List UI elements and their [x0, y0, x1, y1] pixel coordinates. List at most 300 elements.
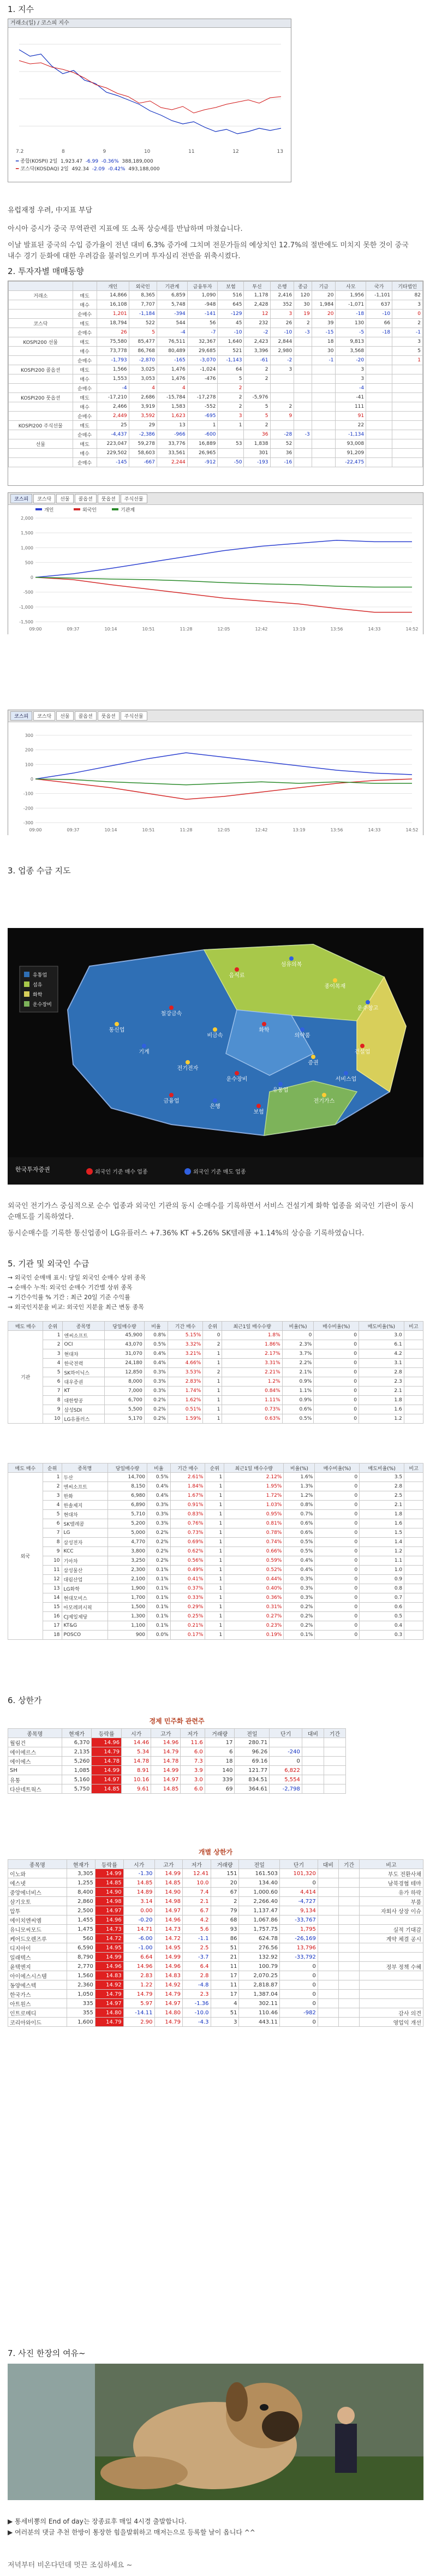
table-cell: 2,500 [67, 1906, 95, 1915]
table-cell: 2.2% [282, 1359, 314, 1368]
table-cell: 364.61 [235, 1784, 270, 1794]
table-cell: -141 [187, 310, 218, 319]
table-row[interactable] [8, 1878, 423, 1888]
table-cell: 0.4% [147, 1491, 171, 1501]
table-cell [312, 430, 336, 439]
table-row[interactable] [8, 1897, 423, 1906]
table-cell: 51 [211, 1943, 239, 1953]
table-cell: -41 [336, 393, 366, 402]
table-cell: 2,980 [270, 347, 294, 356]
map-region-label: 화학 [259, 1027, 270, 1033]
table-cell: 6.1 [359, 1340, 404, 1349]
table-cell: 25 [97, 421, 129, 430]
table-cell: 544 [157, 319, 188, 328]
table-row[interactable] [8, 1757, 346, 1766]
table-cell: 4 [157, 384, 188, 393]
row-group: 외국 [8, 1473, 43, 1640]
table-header: 당일매수량 [108, 1463, 147, 1473]
table-cell: -1.1 [183, 1934, 211, 1943]
table-cell: 10.0 [183, 1878, 211, 1888]
table-row [9, 347, 423, 356]
table-cell [366, 393, 392, 402]
table-row [9, 319, 423, 328]
table-cell [404, 1368, 423, 1377]
stock-name[interactable]: 한국가스 [8, 1990, 67, 1999]
table-cell: 1.22 [123, 1980, 154, 1990]
table-cell: 130 [336, 319, 366, 328]
table-cell [404, 1510, 423, 1519]
table-header: 당일매수량 [105, 1322, 145, 1331]
stock-name[interactable]: 유통 [8, 1775, 62, 1784]
table-header: 고가 [154, 1860, 183, 1869]
table-cell: 5 [43, 1368, 62, 1377]
market-tabs [8, 493, 423, 505]
market-tab[interactable]: 주식선물 [121, 711, 147, 721]
table-row[interactable] [8, 1971, 423, 1980]
row-label: 매도 [73, 421, 97, 430]
table-cell [404, 1340, 423, 1349]
table-cell: 96.26 [235, 1747, 270, 1757]
table-cell: -10 [218, 328, 244, 337]
table-cell [404, 1547, 423, 1556]
table-cell: 3.53% [168, 1368, 202, 1377]
table-cell [338, 1943, 359, 1953]
table-cell: -1 [312, 356, 336, 365]
table-cell: -16 [270, 458, 294, 467]
table-cell [359, 1980, 423, 1990]
table-cell: 0 [315, 1501, 360, 1510]
table-row [9, 458, 423, 467]
table-row [9, 421, 423, 430]
table-cell: 16,889 [187, 439, 218, 449]
stock-name[interactable]: 이노와 [8, 1869, 67, 1878]
table-cell: 22 [336, 421, 366, 430]
table-cell: 14.72 [154, 1934, 183, 1943]
table-cell: 0 [279, 1980, 318, 1990]
map-marker [169, 1093, 174, 1097]
table-cell: 14.95 [154, 1943, 183, 1953]
table-cell: 0.19% [224, 1631, 284, 1640]
stock-name[interactable]: 유니모씨모드 [8, 1925, 67, 1934]
table-header: 사모 [336, 282, 366, 291]
table-cell: 2.8 [360, 1482, 404, 1491]
table-cell: 0.69% [170, 1538, 205, 1547]
table-cell: 대우증권 [62, 1377, 105, 1387]
table-cell: 1,476 [157, 374, 188, 384]
table-cell: 67 [211, 1888, 239, 1897]
body-text: 외국인 전기가스 중심적으로 순수 업종과 외국인 기관의 동시 순매수를 기록하면서 서비스 건설기계 화학 업종을 외국인 기관이 동시 순매도를 기록하였다. [8, 1202, 414, 1221]
market-tab[interactable]: 코스닥 [33, 494, 55, 503]
market-tab[interactable]: 풋옵션 [98, 494, 120, 503]
table-row [9, 384, 423, 393]
table-cell: 1.8 [359, 1396, 404, 1405]
table-row[interactable] [8, 1999, 423, 2008]
table-cell: 1,000.60 [239, 1888, 279, 1897]
row-label: 매도 [73, 439, 97, 449]
table-cell: 91,209 [336, 449, 366, 458]
table-row[interactable] [8, 1766, 346, 1775]
table-cell: 14.99 [95, 1953, 123, 1962]
table-cell: 1.1% [282, 1387, 314, 1396]
row-label: 매도 [73, 393, 97, 402]
stock-name[interactable]: 월림건 [8, 1738, 62, 1747]
note-line: → 순매수 누적: 외국인 순매수 기간별 상위 종목 [8, 1284, 133, 1291]
table-cell: 6,590 [67, 1943, 95, 1953]
market-tab[interactable]: 풋옵션 [98, 711, 120, 721]
table-cell: 14.79 [95, 1990, 123, 1999]
table-cell: 6 [43, 1519, 62, 1528]
bullet-line: ▶ 통세비뽕의 End of day는 장종료후 매일 4시경 출발합니다. [8, 2518, 187, 2525]
table-cell [366, 337, 392, 347]
table-cell: 0.3% [147, 1510, 171, 1519]
table-cell: -165 [157, 356, 188, 365]
table-cell: 0.8 [360, 1584, 404, 1593]
y-tick-label: 200 [25, 747, 33, 753]
table-cell [312, 458, 336, 467]
stock-name[interactable]: 디지아이 [8, 1943, 67, 1953]
table-header: 매도 매수 [8, 1322, 43, 1331]
table-cell: 0.1% [147, 1612, 171, 1621]
stock-name[interactable]: 동양에스텍 [8, 1980, 67, 1990]
table-cell: 0.1% [147, 1603, 171, 1612]
market-tab[interactable]: 코스피 [10, 711, 32, 721]
table-cell [404, 1593, 423, 1603]
table-cell: 14.78 [92, 1757, 122, 1766]
table-cell: 0.73% [170, 1528, 205, 1538]
note-line: → 기간수익률 % 기간 : 최근 20일 기준 수익률 [8, 1294, 130, 1301]
table-cell: 2 [43, 1340, 62, 1349]
table-cell [338, 1953, 359, 1962]
table-cell: 2.83 [123, 1971, 154, 1980]
table-cell: KT&G [62, 1621, 108, 1631]
map-marker [256, 1104, 261, 1108]
table-cell: 1.6% [284, 1473, 315, 1482]
map-marker [333, 978, 337, 983]
body-text: 이날 발표된 중국의 수입 증가율이 전년 대비 6.3% 증가에 그치며 전문가들의 예상치인 12.7%의 절반에도 미치지 못한 것이 중국 내수 경기 둔화에 대한 우려감을 불러일으키며 투자심리 전반을 위축시켰다. [8, 241, 409, 260]
market-tab[interactable]: 코스피 [10, 494, 32, 503]
table-cell: -1,184 [129, 310, 157, 319]
market-tab[interactable]: 코스닥 [33, 711, 55, 721]
table-cell: 기아차 [62, 1556, 108, 1566]
table-row[interactable] [8, 1980, 423, 1990]
x-tick-label: 11:28 [180, 627, 193, 632]
table-cell: 4.2 [359, 1349, 404, 1359]
table-cell: 1 [205, 1519, 224, 1528]
table-cell: 1 [205, 1482, 224, 1491]
table-cell: 39 [312, 319, 336, 328]
table-cell [404, 1528, 423, 1538]
table-cell [294, 458, 312, 467]
row-group: 거래소 [9, 291, 73, 300]
table-cell: 2,100 [108, 1575, 147, 1584]
table-cell: 2 [218, 402, 244, 412]
table-cell [366, 421, 392, 430]
table-cell: 0.2% [284, 1621, 315, 1631]
table-cell: 0 [315, 1556, 360, 1566]
table-cell: 부품 [359, 1897, 423, 1906]
table-row[interactable] [8, 2008, 423, 2018]
table-cell [324, 1775, 345, 1784]
market-tab[interactable]: 선물 [56, 711, 73, 721]
table-cell: 1 [205, 1501, 224, 1510]
table-cell: 4,414 [279, 1888, 318, 1897]
table-cell: 14.96 [151, 1738, 181, 1747]
photo-illustration [8, 2364, 423, 2500]
table-cell [359, 1915, 423, 1925]
table-header: 비고 [404, 1463, 423, 1473]
table-cell: 1,984 [312, 300, 336, 310]
table-row[interactable] [8, 1934, 423, 1943]
stock-name[interactable]: 에이치엔씨엠 [8, 1915, 67, 1925]
table-cell: 1,476 [157, 365, 188, 374]
row-group [9, 347, 73, 356]
table-cell: -4.8 [183, 1980, 211, 1990]
table-cell: 0.40% [224, 1584, 284, 1593]
table-cell: 20 [211, 1878, 239, 1888]
stock-name[interactable]: 인트로메디 [8, 2008, 67, 2018]
table-cell: 26,965 [187, 449, 218, 458]
table-header: 비율 [144, 1322, 168, 1331]
table-cell: 14.98 [154, 1897, 183, 1906]
theme-upper-limit-table [8, 1728, 346, 1794]
table-cell: 17 [43, 1621, 62, 1631]
section-3-title: 3. 업종 수급 지도 [8, 866, 71, 876]
section-6-title: 6. 상한가 [8, 1695, 42, 1705]
investor-table-window [8, 281, 423, 486]
table-cell: 101,320 [279, 1869, 318, 1878]
table-cell: -10.0 [183, 2008, 211, 2018]
table-cell: 2.3 [183, 1990, 211, 1999]
table-cell: 한화 [62, 1491, 108, 1501]
section-1-title: 1. 지수 [8, 4, 34, 14]
market-tab[interactable]: 주식선물 [121, 494, 147, 503]
table-cell: 0.3% [147, 1501, 171, 1510]
stock-name[interactable]: 에스넷 [8, 1878, 67, 1888]
table-row [9, 393, 423, 402]
table-cell: 14.46 [122, 1738, 151, 1747]
table-row [9, 337, 423, 347]
table-row[interactable] [8, 1738, 346, 1747]
table-cell: -966 [157, 430, 188, 439]
table-cell [392, 384, 423, 393]
table-cell: 1 [203, 1359, 222, 1368]
table-cell: 13 [157, 421, 188, 430]
table-cell: 0 [203, 1331, 222, 1340]
table-row[interactable] [8, 1943, 423, 1953]
table-cell: 6.0 [181, 1784, 205, 1794]
table-cell: 1.2 [360, 1547, 404, 1556]
table-cell: 14.99 [154, 1869, 183, 1878]
table-header: 저가 [183, 1860, 211, 1869]
inst-table-wrap [8, 1463, 423, 1640]
table-cell: 3.0 [181, 1775, 205, 1784]
table-cell [312, 449, 336, 458]
table-cell: 14.97 [95, 1906, 123, 1915]
table-row[interactable] [8, 1888, 423, 1897]
table-cell: 0 [315, 1575, 360, 1584]
table-row[interactable] [8, 1925, 423, 1934]
stock-name[interactable]: 아트원스 [8, 1999, 67, 2008]
legend-row: ━ 종합(KOSPI) 2일 1,923.47 -6.99 -0.36% 388,189,000 [16, 159, 153, 164]
stock-name[interactable]: 코리아와이드 [8, 2018, 67, 2027]
chart-ticks [8, 149, 291, 156]
table-cell: 79 [211, 1906, 239, 1915]
table-row[interactable] [8, 1747, 346, 1757]
table-cell: 14.96 [95, 1962, 123, 1971]
table-cell [294, 347, 312, 356]
legend-label: 개인 [44, 508, 54, 513]
table-row [8, 1349, 423, 1359]
table-cell [366, 365, 392, 374]
table-row[interactable] [8, 1775, 346, 1784]
stock-name[interactable]: 윤택엔지 [8, 1962, 67, 1971]
table-cell: 14.96 [154, 1962, 183, 1971]
stock-name[interactable]: 압투 [8, 1906, 67, 1915]
table-row[interactable] [8, 1962, 423, 1971]
table-cell: 2 [218, 384, 244, 393]
table-cell: 0.1% [147, 1584, 171, 1593]
table-cell: 1,795 [279, 1925, 318, 1934]
table-cell: 0 [392, 310, 423, 319]
table-cell [392, 439, 423, 449]
table-row[interactable] [8, 1869, 423, 1878]
map-marker [278, 1082, 283, 1086]
table-row[interactable] [8, 1990, 423, 1999]
table-header: 기타법인 [392, 282, 423, 291]
table-cell [318, 2018, 338, 2027]
x-tick-label: 10:14 [104, 627, 117, 632]
table-row [8, 1603, 423, 1612]
table-cell: 14 [43, 1593, 62, 1603]
table-row [8, 1621, 423, 1631]
table-cell: 0.4 [360, 1621, 404, 1631]
stock-name[interactable]: 중앙에너비스 [8, 1888, 67, 1897]
stock-name[interactable]: 아이에스시스템 [8, 1971, 67, 1980]
table-cell: 1,757.75 [239, 1925, 279, 1934]
table-cell [404, 1405, 423, 1414]
table-cell: 0.3% [284, 1584, 315, 1593]
table-cell [404, 1556, 423, 1566]
table-cell: 3,305 [67, 1869, 95, 1878]
table-cell: 3,592 [129, 412, 157, 421]
table-cell: -695 [187, 412, 218, 421]
table-cell: 29,685 [187, 347, 218, 356]
table-cell: 1,067.86 [239, 1915, 279, 1925]
table-cell: 301 [244, 449, 270, 458]
table-cell: 14.97 [151, 1775, 181, 1784]
table-cell: 엔씨소프트 [62, 1482, 108, 1491]
map-region-label: 비금속 [207, 1033, 223, 1039]
table-row[interactable] [8, 1915, 423, 1925]
table-cell: 2 [203, 1368, 222, 1377]
table-cell: 0 [279, 1971, 318, 1980]
table-cell: -1,143 [218, 356, 244, 365]
table-cell: 6 [205, 1747, 235, 1757]
table-cell: 5 [392, 347, 423, 356]
row-group: KOSPI200 주식선물 [9, 421, 73, 430]
stock-name[interactable]: 케어드오렌즈루 [8, 1934, 67, 1943]
x-tick-label: 12:05 [217, 828, 230, 832]
stock-name[interactable]: 에이에르스 [8, 1747, 62, 1757]
table-cell [318, 1999, 338, 2008]
table-cell: 20 [312, 291, 336, 300]
table-cell: 4 [43, 1359, 62, 1368]
stock-name[interactable]: 다산네트웍스 [8, 1784, 62, 1794]
table-cell: -600 [187, 430, 218, 439]
table-cell: 0 [315, 1621, 360, 1631]
row-group [9, 356, 73, 365]
map-region-label: 유통업 [272, 1087, 289, 1093]
market-tab[interactable]: 콜옵션 [75, 711, 97, 721]
table-cell: 0 [315, 1566, 360, 1575]
table-cell: 56 [187, 319, 218, 328]
table-cell: 5,748 [157, 300, 188, 310]
market-tab[interactable]: 선물 [56, 494, 73, 503]
table-cell: 5.15% [168, 1331, 202, 1340]
table-cell: 0.51% [168, 1405, 202, 1414]
table-cell: 75,580 [97, 337, 129, 347]
table-header: 비고 [359, 1860, 423, 1869]
table-cell: -0.20 [123, 1915, 154, 1925]
window-title: 거래소(일) / 코스피 지수 [8, 19, 291, 28]
table-cell: 93,008 [336, 439, 366, 449]
foreign-net-buy-table [8, 1321, 423, 1424]
stock-name[interactable]: 일래텍스 [8, 1953, 67, 1962]
table-row [8, 1396, 423, 1405]
market-tab[interactable]: 콜옵션 [75, 494, 97, 503]
headline: 유럽재정 우려, 中지표 부담 [8, 206, 93, 215]
table-cell: 0.44% [224, 1575, 284, 1584]
table-cell [392, 430, 423, 439]
table-row [8, 1547, 423, 1556]
table-cell: 14.97 [154, 1906, 183, 1915]
table-cell: 삼성물산 [62, 1566, 108, 1575]
table-cell: 5.97 [123, 1999, 154, 2008]
table-row [8, 1575, 423, 1584]
stock-name[interactable]: 삼기오토 [8, 1897, 67, 1906]
map-region-label: 통신업 [109, 1027, 125, 1033]
table-header: 최근1일 매수수량 [224, 1463, 284, 1473]
table-header: 투신 [244, 282, 270, 291]
table-header: 금융투자 [187, 282, 218, 291]
table-cell: 1.0 [360, 1566, 404, 1575]
stock-name[interactable]: SH [8, 1766, 62, 1775]
intraday-chart-2 [8, 710, 423, 835]
legend-label: 외국인 [82, 508, 97, 513]
table-cell: 0.00 [123, 1906, 154, 1915]
table-cell: 1 [205, 1575, 224, 1584]
legend-swatch [35, 508, 42, 510]
table-cell: 14.73 [95, 1925, 123, 1934]
table-cell: 280.71 [235, 1738, 270, 1747]
table-row [9, 310, 423, 319]
stock-name[interactable]: 에이에스 [8, 1757, 62, 1766]
table-cell: 2.1 [183, 1897, 211, 1906]
table-cell: 9,134 [279, 1906, 318, 1915]
table-cell: 0.1% [147, 1575, 171, 1584]
table-header: 외국인 [129, 282, 157, 291]
table-cell [366, 439, 392, 449]
table-header: 단기 [279, 1860, 318, 1869]
table-row[interactable] [8, 1784, 346, 1794]
table-row[interactable] [8, 2018, 423, 2027]
table-row [8, 1387, 423, 1396]
table-row[interactable] [8, 1953, 423, 1962]
table-cell: 3,053 [129, 374, 157, 384]
table-cell [404, 1414, 423, 1424]
table-cell [244, 384, 270, 393]
table-row[interactable] [8, 1906, 423, 1915]
